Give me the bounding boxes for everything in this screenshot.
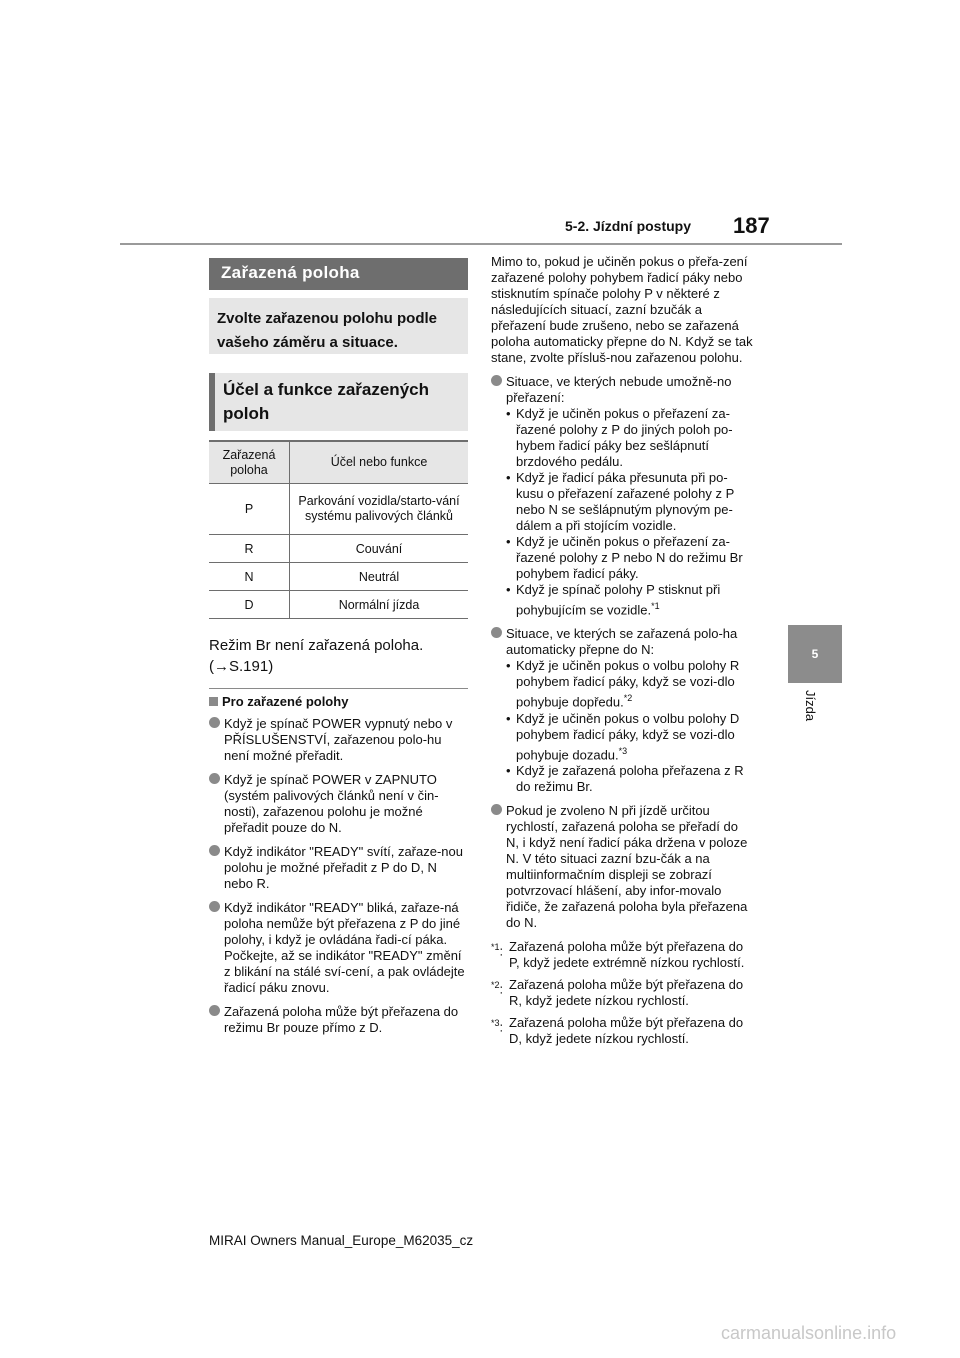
sub-item: • Když je učiněn pokus o přeřazení za-řazené polohy z P nebo N do režimu Br pohybem řadicí páky. [506,534,743,581]
list-item: Když je spínač POWER vypnutý nebo v PŘÍSLUŠENSTVÍ, zařazenou polo-hu není možné přeřadit. [209,716,468,764]
table-row [209,591,468,619]
bullet-icon [209,773,220,784]
table-cell-function: Neutrál [290,563,469,591]
table-cell-function: Couvání [290,535,469,563]
footnote: $^{*3}$: Zařazená poloha může být přeřazena do D, když jedete nízkou rychlostí. [491,1014,744,1046]
list-item: Situace, ve kterých se zařazená polo-ha automaticky přepne do N: [491,626,753,658]
table-header-function: Účel nebo funkce [290,441,469,484]
watermark: carmanualsonline.info [721,1323,897,1343]
bullet-icon [209,717,220,728]
section-header: 5-2. Jízdní postupy [565,218,692,234]
list-item: Když je spínač POWER v ZAPNUTO (systém palivových článků není v čin-nosti), zařazenou polohu je možné přeřadit pouze do N. [209,772,468,836]
footnote: $^{*2}$: Zařazená poloha může být přeřazena do R, když jedete nízkou rychlostí. [491,976,744,1008]
subsection-title: Účel a funkce zařazených poloh [209,373,468,431]
bullet-icon [209,901,220,912]
table-cell-position: P [209,484,290,535]
notes-heading: Pro zařazené polohy [209,694,468,710]
left-notes [209,694,468,1044]
right-column [491,254,753,1047]
list-item: Pokud je zvoleno N při jízdě určitou rychlostí, zařazená poloha se přeřadí do N, i když není řadicí páka držena v poloze N. V této situaci zazní bzu-čák a na multiinformačním displeji se zobrazí potvrzovací hlášení, aby infor-movalo řidiče, že zařazená poloha byla přeřazena do N. [491,803,753,931]
bullet-icon [209,845,220,856]
table-cell-function: Normální jízda [290,591,469,619]
table-cell-position: D [209,591,290,619]
sub-item: • Když je spínač polohy P stisknut při pohybujícím se vozidle.$^{*1}$ [506,582,721,618]
table-cell-function: Parkování vozidla/starto-vání systému palivových článků [290,484,469,535]
bullet-icon [491,804,502,815]
sub-item: • Když je řadicí páka přesunuta při po-kusu o přeřazení zařazené polohy z P nebo N se sešlápnutým plynovým pe-dálem a při stojícím vozidle. [506,470,735,533]
br-mode-note: Režim Br není zařazená poloha. [209,637,424,654]
list-item: Když indikátor "READY" bliká, zařaze-ná poloha nemůže být přeřazena z P do jiné polohy, i když je ovládána řadi-cí páka. Počkejte, až se indikátor "READY" změní z blikání na stálé sví-cení, a pak ovládejte řadicí páku znovu. [209,900,468,996]
table-row [209,535,468,563]
intro-paragraph: Mimo to, pokud je učiněn pokus o přeřa-zení zařazené polohy pohybem řadicí páky nebo stisknutím spínače polohy P v některé z následujících situací, zazní bzučák a přeřazení bude zrušeno, nebo se zařazená poloha automaticky přepne do N. Když se tak stane, zvolte přísluš-nou zařazenou polohu. [491,254,753,365]
bullet-icon [491,627,502,638]
divider [209,688,468,689]
intro-text: Zvolte zařazenou polohu podle vašeho záměru a situace. [209,298,468,354]
sub-item: • Když je učiněn pokus o volbu polohy R pohybem řadicí páky, když se vozi-dlo pohybuje dopředu.$^{*2}$ [506,658,740,710]
chapter-tab-label: Jízda [803,690,818,722]
table-cell-position: N [209,563,290,591]
list-item: Zařazená poloha může být přeřazena do režimu Br pouze přímo z D. [209,1004,468,1036]
footnote-ref: *3 [618,745,628,756]
page-number: 187 [733,213,770,238]
header-rule [120,243,842,245]
sub-item: • Když je učiněn pokus o volbu polohy D pohybem řadicí páky, když se vozi-dlo pohybuje dozadu.$^{*3}$ [506,710,740,762]
bullet-icon [491,375,502,386]
sub-item: • Když je zařazená poloha přeřazena z R do režimu Br. [506,762,744,794]
bullet-icon [209,1005,220,1016]
table-header-position: Zařazená poloha [209,441,290,484]
table-row [209,563,468,591]
section-title: Zařazená poloha [209,258,468,290]
footnote-ref: *1 [651,601,660,611]
table-cell-position: R [209,535,290,563]
footer: MIRAI Owners Manual_Europe_M62035_cz [209,1233,474,1248]
chapter-tab: 5 [788,625,842,683]
square-bullet-icon [209,697,218,706]
list-item: Situace, ve kterých nebude umožně-no přeřazení: [491,374,753,406]
footnote-ref: *2 [623,693,633,704]
table-row [209,484,468,535]
page-reference: (→S.191) [209,658,274,675]
list-item: Když indikátor "READY" svítí, zařaze-nou polohu je možné přeřadit z P do D, N nebo R. [209,844,468,892]
gear-table [209,440,468,619]
sub-item: • Když je učiněn pokus o přeřazení za-řazené polohy z P do jiných poloh po-hybem řadicí páky bez sešlápnutí brzdového pedálu. [506,406,733,469]
footnote: $^{*1}$: Zařazená poloha může být přeřazena do P, když jedete extrémně nízkou rychlostí. [491,938,745,970]
